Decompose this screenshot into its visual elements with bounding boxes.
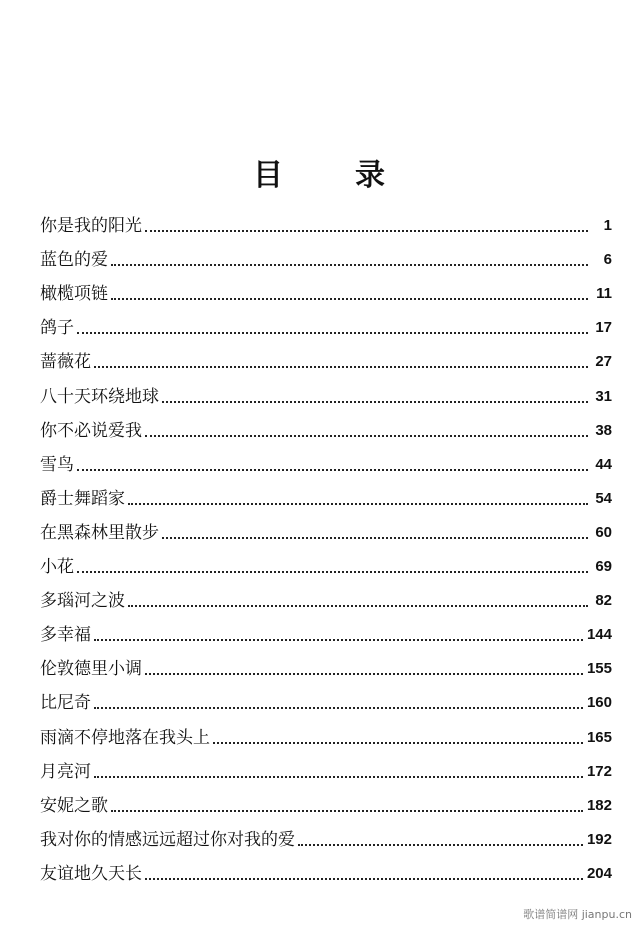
toc-entry[interactable]	[40, 689, 612, 715]
toc-entry[interactable]	[40, 212, 612, 238]
toc-entry-page: 44	[595, 456, 612, 473]
toc-entry-page: 31	[595, 388, 612, 405]
toc-entry[interactable]	[40, 519, 612, 545]
toc-entry-title: 比尼奇	[40, 693, 91, 713]
toc-entry-title: 我对你的情感远远超过你对我的爱	[40, 830, 295, 850]
toc-entry[interactable]	[40, 792, 612, 818]
toc-leader-dots	[128, 605, 588, 607]
toc-leader-dots	[94, 639, 583, 641]
toc-entry[interactable]	[40, 860, 612, 886]
toc-leader-dots	[111, 298, 588, 300]
toc-leader-dots	[213, 742, 583, 744]
toc-entry-title: 蔷薇花	[40, 352, 91, 372]
toc-entry-title: 友谊地久天长	[40, 864, 142, 884]
toc-entry-title: 伦敦德里小调	[40, 659, 142, 679]
toc-leader-dots	[128, 503, 588, 505]
toc-entry-title: 爵士舞蹈家	[40, 489, 125, 509]
toc-entry[interactable]	[40, 314, 612, 340]
toc-entry[interactable]	[40, 280, 612, 306]
toc-entry-title: 你是我的阳光	[40, 216, 142, 236]
toc-leader-dots	[145, 435, 588, 437]
toc-entry-page: 17	[595, 319, 612, 336]
toc-entry-title: 安妮之歌	[40, 796, 108, 816]
toc-entry-page: 182	[586, 797, 612, 814]
toc-entry-page: 144	[586, 626, 612, 643]
toc-entry[interactable]	[40, 417, 612, 443]
toc-leader-dots	[77, 469, 588, 471]
toc-leader-dots	[111, 264, 588, 266]
toc-entry[interactable]	[40, 553, 612, 579]
toc-entry-title: 你不必说爱我	[40, 421, 142, 441]
toc-entry-page: 172	[586, 763, 612, 780]
toc-entry[interactable]	[40, 587, 612, 613]
toc-entry[interactable]	[40, 655, 612, 681]
toc-entry[interactable]	[40, 246, 612, 272]
toc-leader-dots	[77, 332, 588, 334]
toc-entry-title: 蓝色的爱	[40, 250, 108, 270]
toc-entry-title: 在黑森林里散步	[40, 523, 159, 543]
toc-entry[interactable]	[40, 485, 612, 511]
toc-entry[interactable]	[40, 621, 612, 647]
toc-entry-title: 八十天环绕地球	[40, 387, 159, 407]
toc-entry-page: 155	[586, 660, 612, 677]
toc-leader-dots	[162, 537, 588, 539]
toc-entry-page: 11	[596, 285, 612, 302]
toc-entry-page: 1	[603, 217, 612, 234]
toc-entry[interactable]	[40, 451, 612, 477]
toc-entry-page: 82	[595, 592, 612, 609]
toc-entry-page: 165	[586, 729, 612, 746]
toc-entry-page: 60	[595, 524, 612, 541]
toc-leader-dots	[145, 230, 588, 232]
toc-entry-page: 69	[595, 558, 612, 575]
toc-entry-page: 38	[595, 422, 612, 439]
toc-entry-title: 月亮河	[40, 762, 91, 782]
toc-leader-dots	[111, 810, 583, 812]
toc-entry[interactable]	[40, 826, 612, 852]
toc-entry-page: 6	[603, 251, 612, 268]
toc-entry-title: 雪鸟	[40, 455, 74, 475]
toc-leader-dots	[145, 878, 583, 880]
title-char-2: 录	[355, 158, 387, 193]
toc-entry-title: 雨滴不停地落在我头上	[40, 728, 210, 748]
toc-entry[interactable]	[40, 724, 612, 750]
toc-leader-dots	[298, 844, 583, 846]
toc-entry-title: 多幸福	[40, 625, 91, 645]
toc-leader-dots	[145, 673, 583, 675]
toc-entry-title: 鸽子	[40, 318, 74, 338]
title-char-1: 目	[253, 158, 285, 193]
toc-entry-title: 小花	[40, 557, 74, 577]
toc-leader-dots	[94, 776, 583, 778]
toc-entry[interactable]	[40, 758, 612, 784]
toc-entry-page: 27	[595, 353, 612, 370]
toc-leader-dots	[94, 366, 588, 368]
page-title	[0, 150, 640, 194]
site-watermark: 歌谱简谱网 jianpu.cn	[523, 908, 632, 921]
toc-leader-dots	[77, 571, 588, 573]
toc-entry-page: 204	[586, 865, 612, 882]
toc-leader-dots	[162, 401, 588, 403]
toc-entry-page: 192	[586, 831, 612, 848]
toc-entry[interactable]	[40, 348, 612, 374]
toc-entry[interactable]	[40, 383, 612, 409]
toc-entry-title: 橄榄项链	[40, 284, 108, 304]
toc-entry-page: 160	[586, 694, 612, 711]
toc-leader-dots	[94, 707, 583, 709]
toc-entry-page: 54	[595, 490, 612, 507]
toc-entry-title: 多瑙河之波	[40, 591, 125, 611]
